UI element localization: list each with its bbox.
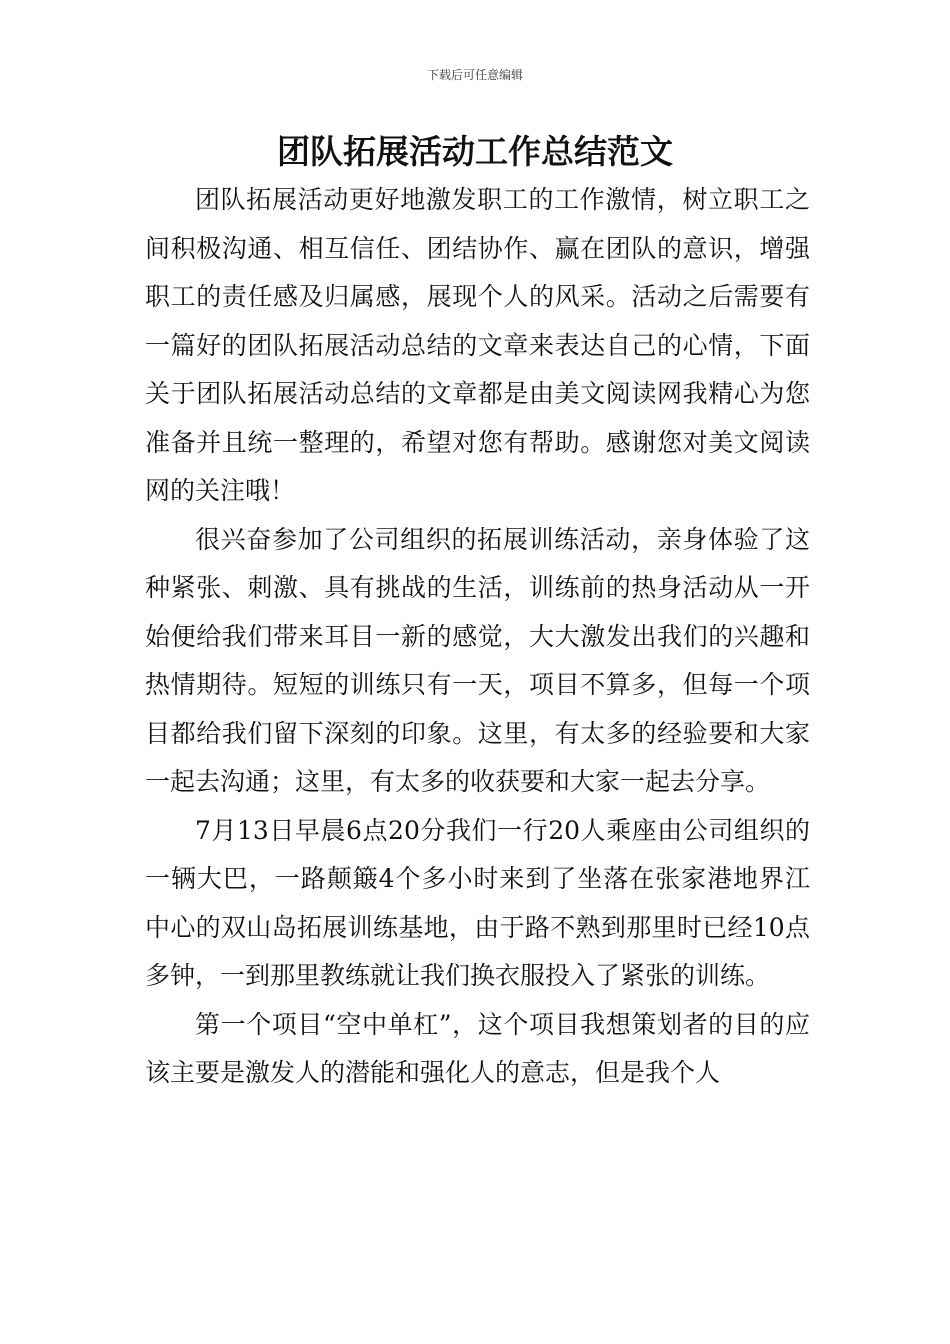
paragraph-3: 7月13日早晨6点20分我们一行20人乘座由公司组织的一辆大巴，一路颠簸4个多小时来到了坐落在张家港地界江中心的双山岛拓展训练基地，由于路不熟到那里时已经10点多钟，一到那里教练就让我们换衣服投入了紧张的训练。 [145,815,810,990]
paragraph-2: 很兴奋参加了公司组织的拓展训练活动，亲身体验了这种紧张、刺激、具有挑战的生活，训练前的热身活动从一开始便给我们带来耳目一新的感觉，大大激发出我们的兴趣和热情期待。短短的训练只有一天，项目不算多，但每一个项目都给我们留下深刻的印象。这里，有太多的经验要和大家一起去沟通；这里，有太多的收获要和大家一起去分享。 [145,524,810,796]
paragraph-4: 第一个项目“空中单杠”，这个项目我想策划者的目的应该主要是激发人的潜能和强化人的意志，但是我个人 [145,1009,810,1087]
paragraph-1: 团队拓展活动更好地激发职工的工作激情，树立职工之间积极沟通、相互信任、团结协作、赢在团队的意识，增强职工的责任感及归属感，展现个人的风采。活动之后需要有一篇好的团队拓展活动总结的文章来表达自己的心情，下面关于团队拓展活动总结的文章都是由美文阅读网我精心为您准备并且统一整理的，希望对您有帮助。感谢您对美文阅读网的关注哦！ [145,185,810,505]
document-title: 团队拓展活动工作总结范文 [277,132,673,171]
document-body [145,176,810,1098]
header-note: 下载后可任意编辑 [426,68,523,82]
